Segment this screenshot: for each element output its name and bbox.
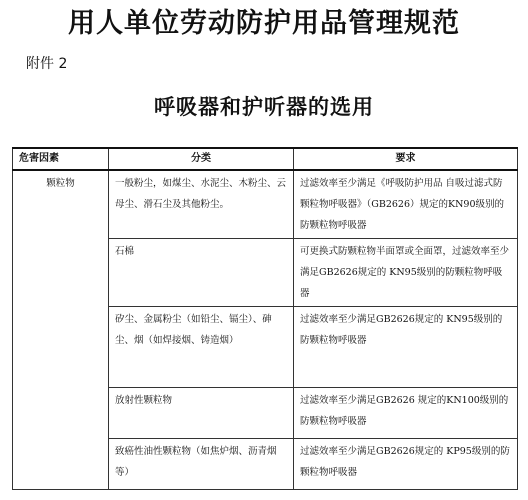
table-row [13,170,518,239]
header-hazard: 危害因素 [13,148,109,170]
table-header-row [13,148,518,170]
category-cell: 放射性颗粒物 [109,388,294,439]
hazard-factor-cell: 颗粒物 [13,170,109,490]
category-cell: 一般粉尘，如煤尘、水泥尘、木粉尘、云母尘、滑石尘及其他粉尘。 [109,170,294,239]
section-title: 呼吸器和护听器的选用 [154,94,374,119]
header-requirement: 要求 [294,148,518,170]
requirement-cell: 过滤效率至少满足《呼吸防护用品 自吸过滤式防颗粒物呼吸器》（GB2626）规定的KN90级别的防颗粒物呼吸器 [294,170,518,239]
requirement-cell: 过滤效率至少满足GB2626规定的 KN95级别的防颗粒物呼吸器 [294,307,518,388]
requirement-cell: 过滤效率至少满足GB2626 规定的KN100级别的防颗粒物呼吸器 [294,388,518,439]
requirement-cell: 过滤效率至少满足GB2626规定的 KP95级别的防颗粒物呼吸器 [294,439,518,490]
category-cell: 矽尘、金属粉尘（如铅尘、镉尘）、砷尘、烟（如焊接烟、铸造烟） [109,307,294,388]
appendix-label: 附件 2 [26,56,68,72]
requirement-cell: 可更换式防颗粒物半面罩或全面罩，过滤效率至少满足GB2626规定的 KN95级别的防颗粒物呼吸器 [294,239,518,307]
document-title: 用人单位劳动防护用品管理规范 [68,8,460,39]
header-category: 分类 [109,148,294,170]
respirator-selection-table [12,147,518,490]
category-cell: 致癌性油性颗粒物（如焦炉烟、沥青烟等） [109,439,294,490]
category-cell: 石棉 [109,239,294,307]
